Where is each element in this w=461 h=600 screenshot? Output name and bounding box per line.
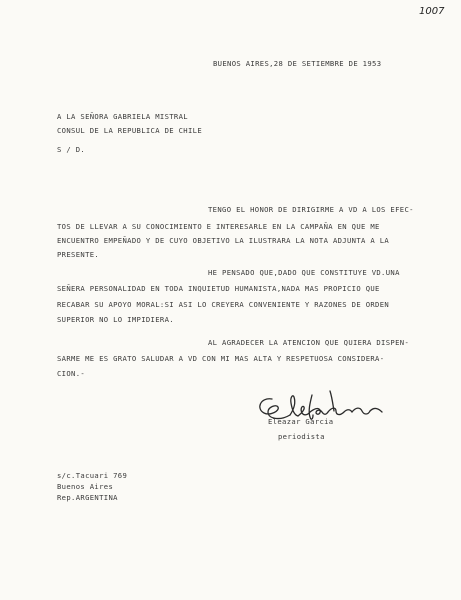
body-line: SARME ME ES GRATO SALUDAR A VD CON MI MAS ALTA Y RESPETUOSA CONSIDERA-: [57, 354, 385, 363]
body-line: TOS DE LLEVAR A SU CONOCIMIENTO E INTERESARLE EN LA CAMPAÑA EN QUE ME: [57, 222, 380, 231]
body-line: HE PENSADO QUE,DADO QUE CONSTITUYE VD.UNA: [208, 268, 400, 277]
signer-name: Eleazar Garcia: [268, 417, 334, 426]
body-line: SEÑERA PERSONALIDAD EN TODA INQUIETUD HUMANISTA,NADA MAS PROPICIO QUE: [57, 284, 380, 293]
address-line: Buenos Aires: [57, 482, 114, 491]
recipient-line: CONSUL DE LA REPUBLICA DE CHILE: [57, 126, 202, 135]
body-line: ENCUENTRO EMPEÑADO Y DE CUYO OBJETIVO LA ILUSTRARA LA NOTA ADJUNTA A LA: [57, 236, 390, 245]
address-line: Rep.ARGENTINA: [57, 493, 118, 502]
recipient-line: S / D.: [57, 145, 86, 154]
body-line: RECABAR SU APOYO MORAL:SI ASI LO CREYERA CONVENIENTE Y RAZONES DE ORDEN: [57, 300, 390, 309]
body-line: TENGO EL HONOR DE DIRIGIRME A VD A LOS EFEC-: [208, 205, 414, 214]
body-line: AL AGRADECER LA ATENCION QUE QUIERA DISPEN-: [208, 338, 410, 347]
date-line: BUENOS AIRES,28 DE SETIEMBRE DE 1953: [213, 59, 382, 68]
body-line: CION.-: [57, 369, 86, 378]
handwritten-signature: [250, 385, 390, 435]
body-line: PRESENTE.: [57, 250, 100, 259]
folio-number: 1007: [419, 6, 445, 17]
address-line: s/c.Tacuari 769: [57, 471, 128, 480]
recipient-line: A LA SEÑORA GABRIELA MISTRAL: [57, 112, 188, 121]
body-line: SUPERIOR NO LO IMPIDIERA.: [57, 315, 174, 324]
signer-title: periodista: [278, 432, 325, 441]
